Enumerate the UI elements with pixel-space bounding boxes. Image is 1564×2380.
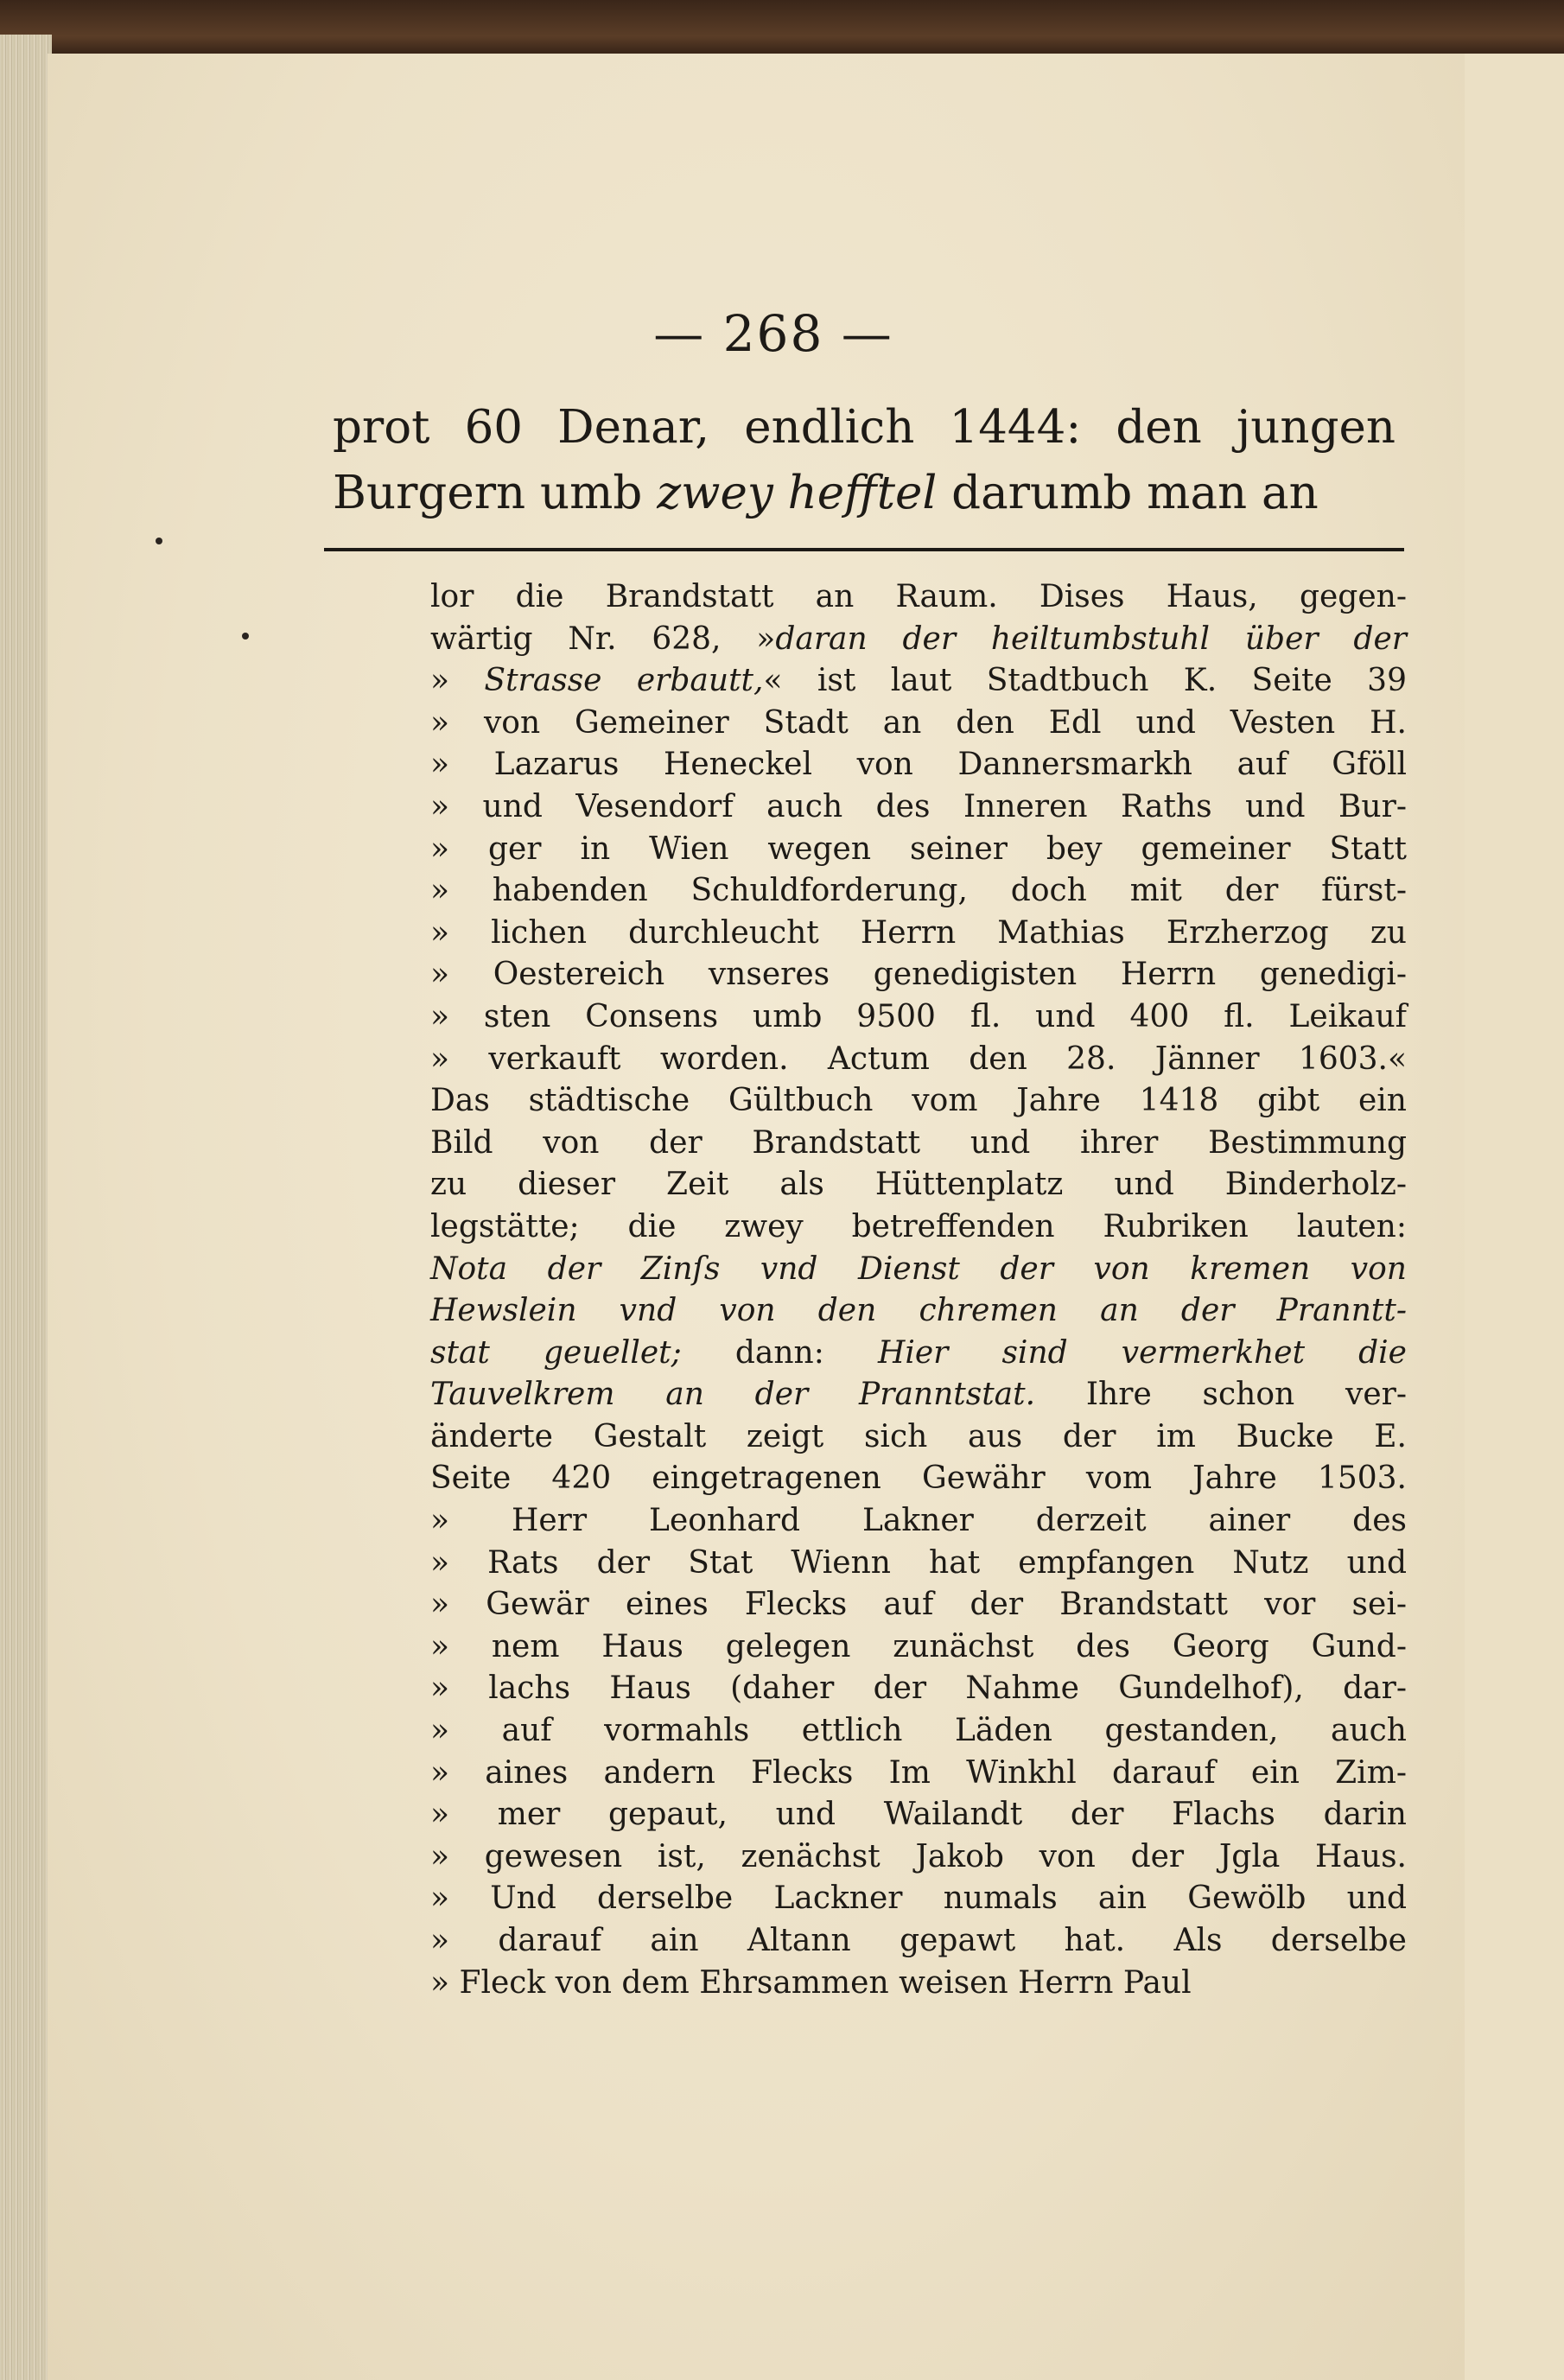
italic-text-segment: Tauvelkrem an der Pranntstat. (430, 1377, 1036, 1413)
main-text-carryover (333, 395, 1396, 526)
footnote-block (430, 576, 1407, 2004)
text-segment: » Fleck von dem Ehrsammen weisen Herrn Paul (430, 1964, 1192, 2001)
footnote-line (430, 954, 1407, 996)
footnote-line (430, 660, 1407, 703)
footnote-line (430, 1543, 1407, 1585)
footnote-line (430, 1584, 1407, 1626)
ink-speck (156, 538, 162, 544)
text-segment: » Und derselbe Lackner numals ain Gewölb und (430, 1880, 1407, 1917)
text-segment: Bild von der Brandstatt und ihrer Bestimmung (430, 1124, 1407, 1161)
text-segment: » gewesen ist, zenächst Jakob von der Jgla Haus. (430, 1838, 1407, 1874)
text-segment: » lichen durchleucht Herrn Mathias Erzherzog zu (430, 914, 1407, 951)
footnote-line (430, 1626, 1407, 1669)
italic-text-segment: Strasse erbautt, (484, 663, 764, 699)
text-segment: Burgern umb (333, 467, 658, 519)
text-segment: änderte Gestalt zeigt sich aus der im Bucke E. (430, 1418, 1407, 1454)
footnote-line (430, 619, 1407, 661)
text-segment: » Rats der Stat Wienn hat empfangen Nutz und (430, 1544, 1407, 1581)
italic-text-segment: stat geuellet; (430, 1334, 682, 1371)
footnote-line (430, 1710, 1407, 1753)
footnote-line (430, 1963, 1407, 2005)
text-segment: dann: (681, 1334, 878, 1371)
footnote-line (430, 1333, 1407, 1375)
text-segment: Seite 420 eingetragenen Gewähr vom Jahre 1503. (430, 1460, 1407, 1497)
text-segment: « ist laut Stadtbuch K. Seite 39 (763, 663, 1407, 699)
text-segment: » sten Consens umb 9500 fl. und 400 fl. Leikauf (430, 998, 1407, 1034)
footnote-line (430, 1668, 1407, 1710)
footnote-line (430, 1039, 1407, 1081)
italic-text-segment: Hewslein vnd von den chremen an der Pranntt- (430, 1293, 1407, 1329)
book-cover-edge (0, 0, 1564, 60)
footnote-line (430, 1878, 1407, 1920)
text-segment: prot 60 Denar, endlich 1444: den jungen (333, 401, 1396, 454)
footnote-line (430, 1753, 1407, 1795)
text-segment: Das städtische Gültbuch vom Jahre 1418 gibt ein (430, 1083, 1407, 1119)
text-segment: » ger in Wien wegen seiner bey gemeiner Statt (430, 830, 1407, 867)
main-text-line (333, 395, 1396, 461)
footnote-rule (324, 548, 1404, 551)
footnote-line (430, 870, 1407, 913)
facing-page-edge (1465, 54, 1564, 2380)
footnote-line (430, 1164, 1407, 1206)
text-segment: » mer gepaut, und Wailandt der Flachs darin (430, 1797, 1407, 1833)
footnote-line (430, 1920, 1407, 1963)
page-stack-edge (0, 35, 52, 2380)
text-segment: » (430, 663, 485, 699)
italic-text-segment: Nota der Zinſs vnd Dienst der von kremen von (430, 1250, 1407, 1287)
book-page (48, 54, 1465, 2380)
text-segment: Ihre schon ver- (1035, 1377, 1407, 1413)
text-segment: » lachs Haus (daher der Nahme Gundelhof), dar- (430, 1670, 1407, 1707)
text-segment: » Herr Leonhard Lakner derzeit ainer des (430, 1503, 1407, 1539)
text-segment: zu dieser Zeit als Hüttenplatz und Binderholz- (430, 1167, 1407, 1203)
page-number: — 268 — (653, 304, 893, 363)
footnote-line (430, 1374, 1407, 1416)
text-segment: darumb man an (937, 467, 1319, 519)
text-segment: » darauf ain Altann gepawt hat. Als derselbe (430, 1923, 1407, 1958)
text-segment: legstätte; die zwey betreffenden Rubriken lauten: (430, 1208, 1407, 1244)
text-segment: » Gewär eines Flecks auf der Brandstatt vor sei- (430, 1587, 1407, 1623)
text-segment: » nem Haus gelegen zunächst des Georg Gund- (430, 1628, 1407, 1664)
footnote-line (430, 829, 1407, 871)
footnote-line (430, 786, 1407, 829)
footnote-line (430, 1836, 1407, 1879)
footnote-line (430, 1416, 1407, 1459)
text-segment: » und Vesendorf auch des Inneren Raths und Bur- (430, 788, 1407, 824)
text-segment: » verkauft worden. Actum den 28. Jänner 1603.« (430, 1040, 1407, 1077)
footnote-line (430, 1080, 1407, 1123)
text-segment: » Oestereich vnseres genedigisten Herrn genedigi- (430, 957, 1407, 993)
text-segment: » auf vormahls ettlich Läden gestanden, auch (430, 1713, 1407, 1749)
text-segment: » habenden Schuldforderung, doch mit der fürst- (430, 873, 1407, 909)
footnote-line (430, 703, 1407, 745)
main-text-line (333, 461, 1396, 526)
footnote-line (430, 1458, 1407, 1500)
text-segment: wärtig Nr. 628, » (430, 620, 776, 657)
ink-speck (242, 633, 249, 640)
text-segment: » aines andern Flecks Im Winkhl darauf ein Zim- (430, 1754, 1407, 1791)
footnote-line (430, 996, 1407, 1039)
footnote-line (430, 1249, 1407, 1291)
footnote-line (430, 1206, 1407, 1249)
footnote-line (430, 1123, 1407, 1165)
italic-text-segment: daran der heiltumbstuhl über der (775, 620, 1407, 657)
footnote-line (430, 744, 1407, 786)
footnote-line (430, 1794, 1407, 1836)
footnote-line (430, 1290, 1407, 1333)
footnote-line (430, 913, 1407, 955)
italic-text-segment: Hier sind vermerkhet die (877, 1334, 1407, 1371)
text-segment: lor die Brandstatt an Raum. Dises Haus, gegen- (430, 579, 1407, 614)
footnote-line (430, 1500, 1407, 1543)
text-segment: » Lazarus Heneckel von Dannersmarkh auf Gföll (430, 747, 1407, 783)
text-segment: » von Gemeiner Stadt an den Edl und Vesten H. (430, 704, 1407, 741)
italic-text-segment: zwey hefftel (657, 467, 938, 519)
footnote-line (430, 576, 1407, 619)
